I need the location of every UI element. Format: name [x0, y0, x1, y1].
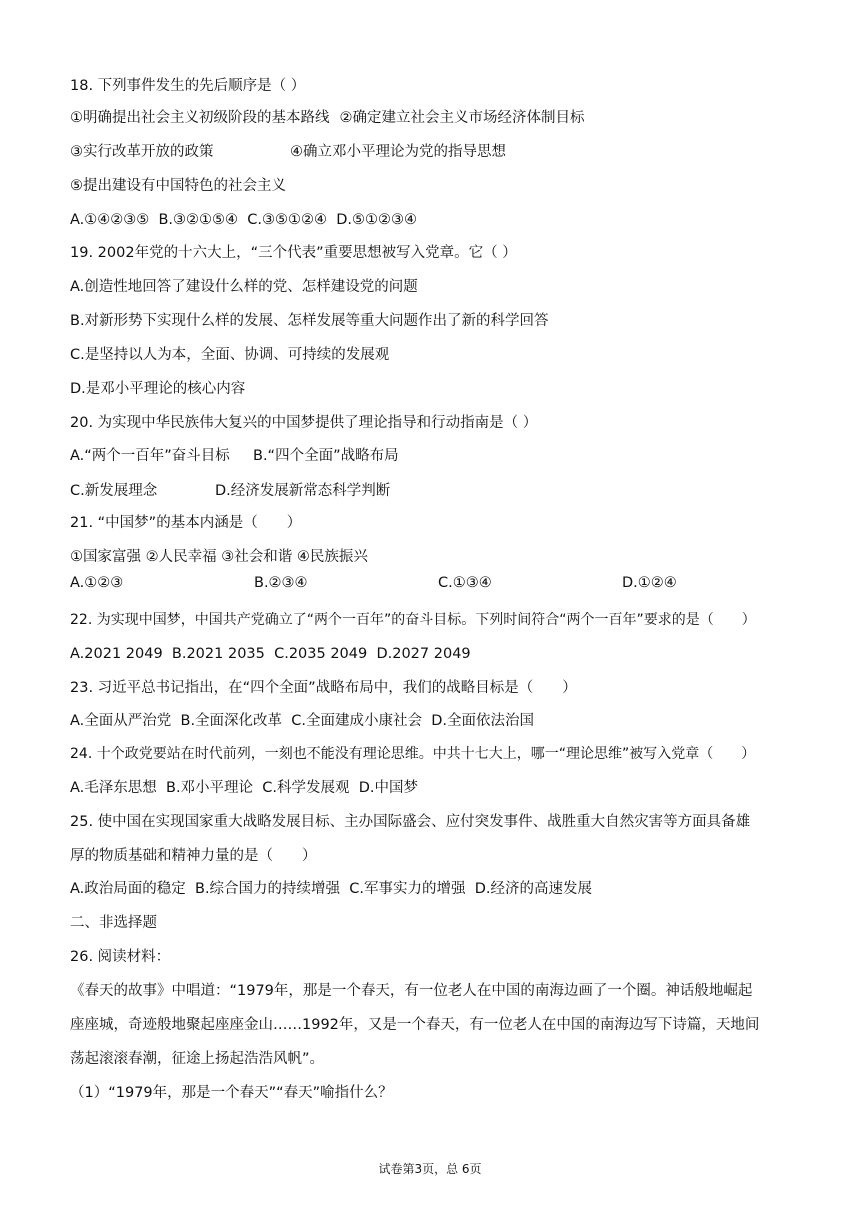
q19-option-b: B.对新形势下实现什么样的发展、怎样发展等重大问题作出了新的科学回答 [70, 313, 549, 329]
q24-options: A.毛泽东思想 B.邓小平理论 C.科学发展观 D.中国梦 [70, 780, 418, 796]
q18-stem: 18. 下列事件发生的先后顺序是（ ） [70, 78, 306, 94]
q19-option-d: D.是邓小平理论的核心内容 [70, 381, 246, 397]
q23-options: A.全面从严治党 B.全面深化改革 C.全面建成小康社会 D.全面依法治国 [70, 713, 534, 729]
q22-stem: 22. 为实现中国梦，中国共产党确立了“两个一百年”的奋斗目标。下列时间符合“两个一百年”要求的是（ ） [70, 612, 756, 628]
q18-item3: ③实行改革开放的政策 [70, 144, 214, 160]
q21-option-b: B.②③④ [254, 575, 308, 591]
page-footer: 试卷第3页，总 6页 [378, 1162, 482, 1176]
q26-material-line1: 《春天的故事》中唱道：“1979年，那是一个春天，有一位老人在中国的南海边画了一个圈。神话般地崛起 [70, 983, 753, 999]
q21-option-c: C.①③④ [438, 575, 492, 591]
section-heading: 二、非选择题 [70, 915, 157, 931]
q26-stem: 26. 阅读材料： [70, 949, 171, 965]
q19-option-c: C.是坚持以人为本，全面、协调、可持续的发展观 [70, 347, 390, 363]
q18-item5: ⑤提出建设有中国特色的社会主义 [70, 178, 286, 194]
q19-option-a: A.创造性地回答了建设什么样的党、怎样建设党的问题 [70, 279, 418, 295]
q20-option-a: A.“两个一百年”奋斗目标 [70, 448, 230, 464]
q18-item4: ④确立邓小平理论为党的指导思想 [290, 144, 506, 160]
q20-stem: 20. 为实现中华民族伟大复兴的中国梦提供了理论指导和行动指南是（ ） [70, 415, 538, 431]
q25-stem-line1: 25. 使中国在实现国家重大战略发展目标、主办国际盛会、应付突发事件、战胜重大自然灾害等方面具备雄 [70, 814, 751, 830]
q25-options: A.政治局面的稳定 B.综合国力的持续增强 C.军事实力的增强 D.经济的高速发展 [70, 881, 592, 897]
q23-stem: 23. 习近平总书记指出，在“四个全面”战略布局中，我们的战略目标是（ ） [70, 680, 577, 696]
q20-option-b: B.“四个全面”战略布局 [253, 448, 399, 464]
q18-item1: ①明确提出社会主义初级阶段的基本路线 [70, 110, 330, 126]
q21-options [70, 573, 677, 593]
q20-option-c: C.新发展理念 [70, 483, 158, 499]
q21-stem: 21. “中国梦”的基本内涵是（ ） [70, 515, 302, 531]
q21-option-d: D.①②④ [622, 575, 677, 591]
q18-item2: ②确定建立社会主义市场经济体制目标 [339, 110, 585, 126]
q20-options-row1 [70, 446, 399, 466]
q20-option-d: D.经济发展新常态科学判断 [215, 483, 391, 499]
q26-material-line3: 荡起滚滚春潮，征途上扬起浩浩风帆”。 [70, 1051, 325, 1067]
q21-items: ①国家富强 ②人民幸福 ③社会和谐 ④民族振兴 [70, 549, 368, 565]
q18-options: A.①④②③⑤ B.③②①⑤④ C.③⑤①②④ D.⑤①②③④ [70, 212, 417, 228]
q26-subquestion-1: （1）“1979年，那是一个春天”“春天”喻指什么？ [70, 1085, 393, 1101]
q18-items-row2 [70, 142, 506, 162]
q26-material-line2: 座座城，奇迹般地聚起座座金山……1992年，又是一个春天，有一位老人在中国的南海边写下诗篇，天地间 [70, 1017, 760, 1033]
q19-stem: 19. 2002年党的十六大上，“三个代表”重要思想被写入党章。它（ ） [70, 245, 517, 261]
q18-items-row1 [70, 108, 585, 128]
q21-option-a: A.①②③ [70, 575, 124, 591]
q22-options: A.2021 2049 B.2021 2035 C.2035 2049 D.2027 2049 [70, 646, 471, 662]
q24-stem: 24. 十个政党要站在时代前列，一刻也不能没有理论思维。中共十七大上，哪一“理论思维”被写入党章（ ） [70, 746, 756, 762]
q20-options-row2 [70, 481, 390, 501]
q25-stem-line2: 厚的物质基础和精神力量的是（ ） [70, 848, 317, 864]
